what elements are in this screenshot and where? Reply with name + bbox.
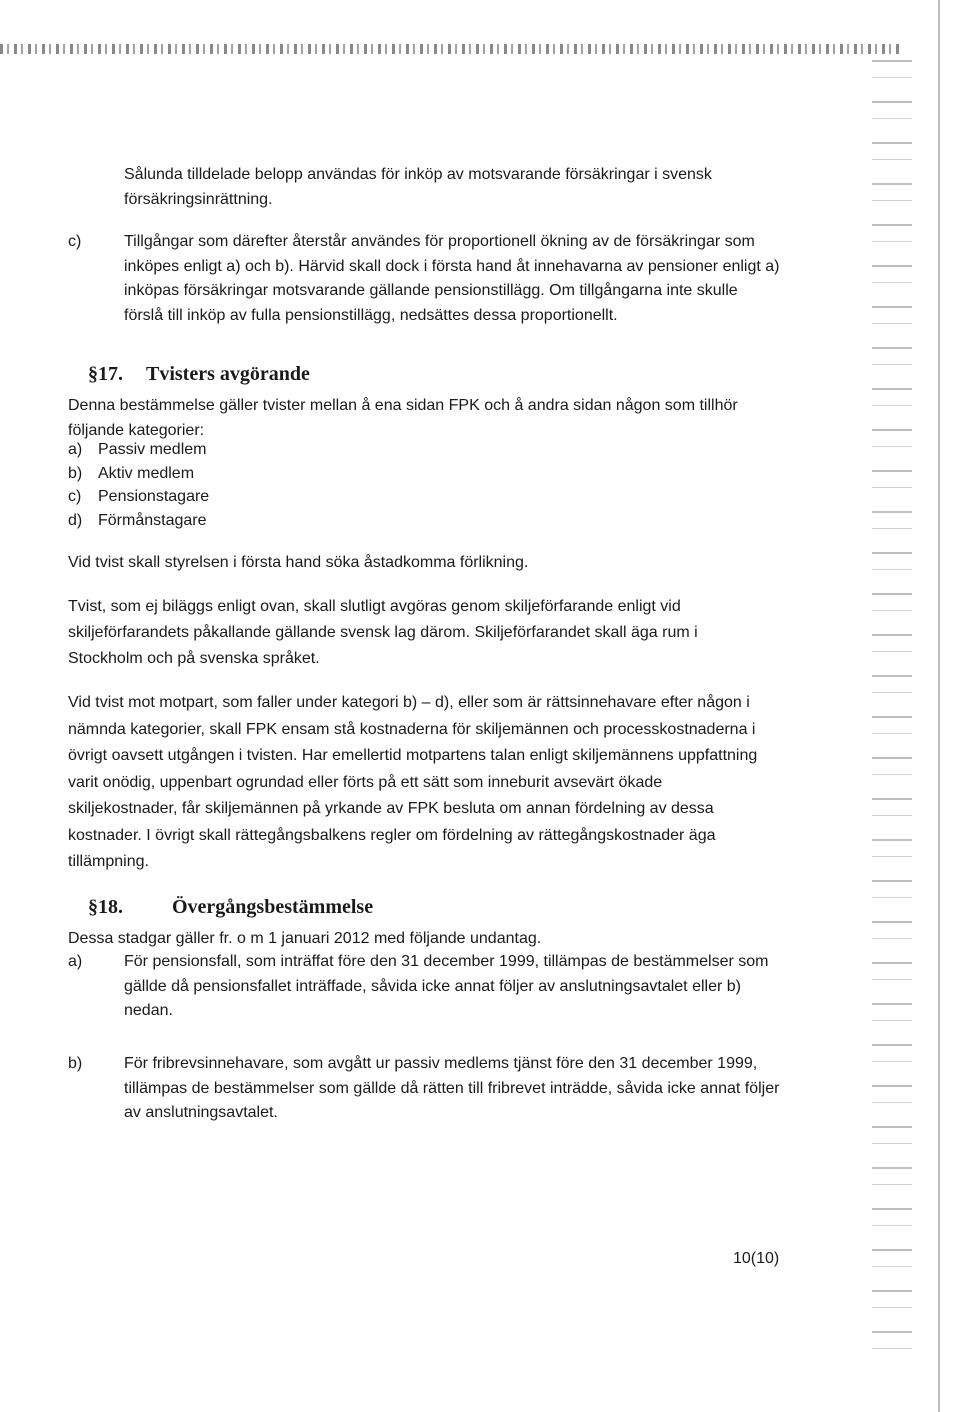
section-number: §18. xyxy=(88,896,123,918)
category-item xyxy=(68,438,468,462)
list-item-text: Pensionstagare xyxy=(98,488,210,505)
list-marker: b) xyxy=(68,1055,83,1072)
list-item-text: Tillgångar som därefter återstår användes för proportionell ökning av de försäkringar som inköpes enligt a) och b). Härvid skall dock i första hand åt innehavarna av pensioner enligt a) inköpas försäkringar motsvarande gällande pensionstillägg. Om tillgångarna inte skulle förslå till inköp av fulla pensionstillägg, nedsättes dessa proportionellt. xyxy=(124,233,780,324)
category-item xyxy=(68,462,468,486)
category-item xyxy=(68,485,468,509)
category-list xyxy=(68,438,468,532)
list-marker: c) xyxy=(68,233,82,250)
list-marker: a) xyxy=(68,953,83,970)
paragraph-kostnader: Vid tvist mot motpart, som faller under kategori b) – d), eller som är rättsinnehavare efter någon i nämnda kategorier, skall FPK ensam stå kostnaderna för skiljemännen och processkostnaderna i övrigt oavsett utgången i tvisten. Har emellertid motpartens talan enligt skiljemännens uppfattning varit onödig, uppenbart ogrundad eller förts på ett sätt som inneburit avsevärt ökade skiljekostnader, får skiljemännen på yrkande av FPK besluta om annan fördelning av dessa kostnader. I övrigt skall rättegångsbalkens regler om fördelning av rättegångskostnader äga tillämpning. xyxy=(68,694,758,870)
scan-noise-top xyxy=(0,44,900,54)
paragraph-forlikning: Vid tvist skall styrelsen i första hand söka åstadkomma förlikning. xyxy=(68,554,529,571)
list-item-c xyxy=(68,230,780,328)
section-18-heading xyxy=(88,894,373,920)
list-item-text: Förmånstagare xyxy=(98,511,207,529)
section-title: Övergångsbestämmelse xyxy=(172,896,374,918)
section-17-heading xyxy=(88,361,310,387)
page-number: 10(10) xyxy=(733,1250,780,1267)
scan-page-edge xyxy=(938,0,940,1412)
list-item-text: För pensionsfall, som inträffat före den 31 december 1999, tillämpas de bestämmelser som gällde då pensionsfallet inträffade, såvida icke annat följer av anslutningsavtalet eller b) nedan. xyxy=(124,953,769,1019)
section-17-intro: Denna bestämmelse gäller tvister mellan å ena sidan FPK och å andra sidan någon som tillhör följande kategorier: xyxy=(68,397,738,439)
list-item-text: Passiv medlem xyxy=(98,441,207,458)
list-marker: c) xyxy=(68,488,82,505)
section-title: Tvisters avgörande xyxy=(146,363,310,385)
list-marker: d) xyxy=(68,511,83,529)
transition-item-b xyxy=(68,1052,780,1126)
list-item-text: För fribrevsinnehavare, som avgått ur passiv medlems tjänst före den 31 december 1999, tillämpas de bestämmelser som gällde då rätten till fribrevet inträdde, såvida icke annat följer av anslutningsavtalet. xyxy=(124,1055,780,1121)
list-marker: a) xyxy=(68,441,83,458)
category-item xyxy=(68,509,468,533)
transition-item-a xyxy=(68,950,780,1024)
list-marker: b) xyxy=(68,464,83,482)
list-item-text: Aktiv medlem xyxy=(98,464,195,482)
paragraph-inkop: Sålunda tilldelade belopp användas för inköp av motsvarande försäkringar i svensk försäkringsinrättning. xyxy=(124,166,712,208)
section-18-intro: Dessa stadgar gäller fr. o m 1 januari 2012 med följande undantag. xyxy=(68,930,542,947)
section-number: §17. xyxy=(88,363,123,385)
paragraph-skiljeforfarande: Tvist, som ej biläggs enligt ovan, skall slutligt avgöras genom skiljeförfarande enligt vid skiljeförfarandets påkallande gällande svensk lag därom. Skiljeförfarandet skall äga rum i Stockholm och på svenska språket. xyxy=(68,598,698,667)
scan-noise-right xyxy=(872,60,912,1360)
